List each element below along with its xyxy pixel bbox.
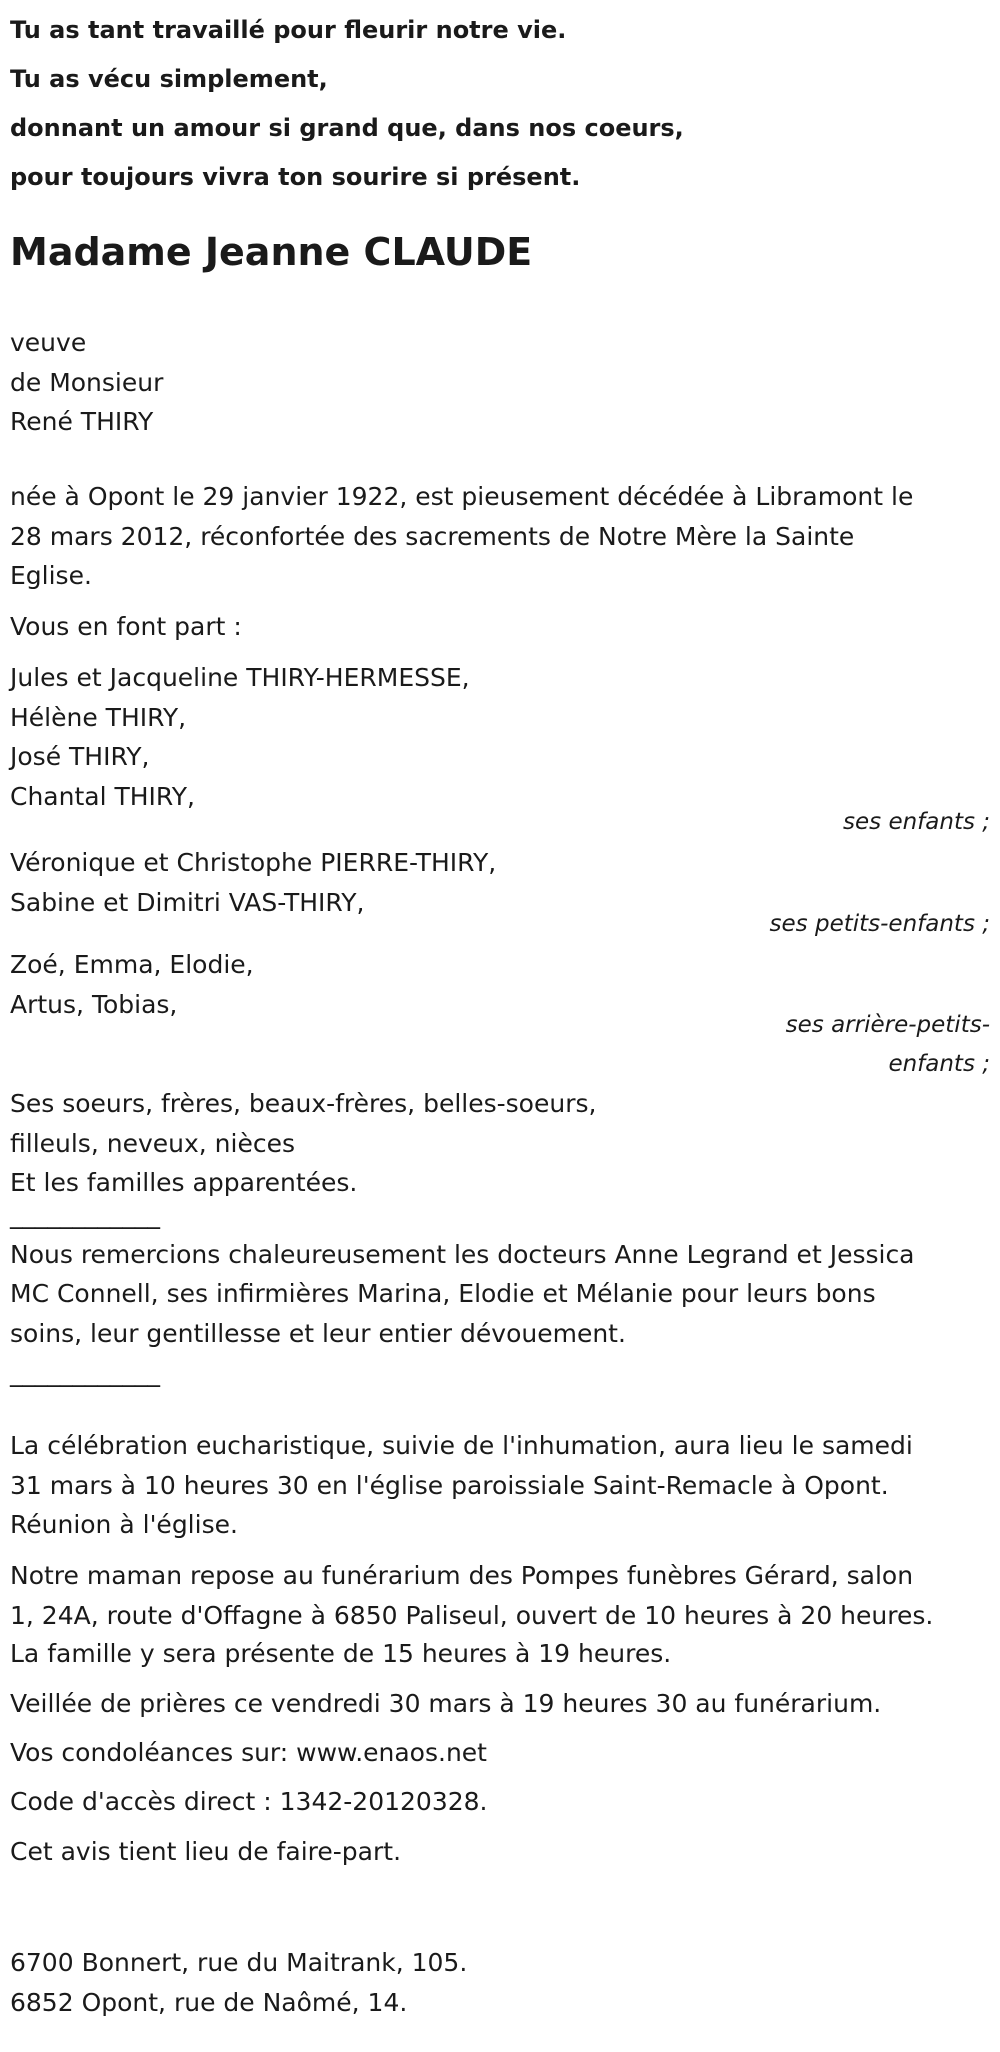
access-code-text: Code d'accès direct : 1342-20120328. bbox=[10, 1787, 488, 1816]
separator: ____________ bbox=[10, 1200, 160, 1229]
birth-death-paragraph bbox=[10, 477, 995, 596]
condolences-line bbox=[10, 1733, 995, 1773]
thanks-line: Nous remercions chaleureusement les docteurs Anne Legrand et Jessica bbox=[10, 1239, 915, 1269]
vigil-line bbox=[10, 1684, 995, 1724]
family-line: Ses soeurs, frères, beaux-frères, belles-soeurs, bbox=[10, 1089, 597, 1118]
family-present-line bbox=[10, 1634, 995, 1674]
poem-line: pour toujours vivra ton sourire si présent. bbox=[10, 163, 581, 191]
separator: ____________ bbox=[10, 1358, 160, 1387]
thanks-section bbox=[10, 1195, 995, 1393]
grandchild-name: Sabine et Dimitri VAS-THIRY, bbox=[10, 887, 365, 917]
poem-line: donnant un amour si grand que, dans nos coeurs, bbox=[10, 114, 684, 142]
reunion-text: Réunion à l'église. bbox=[10, 1510, 238, 1539]
poem-line: Tu as vécu simplement, bbox=[10, 65, 328, 93]
child-name: Chantal THIRY, bbox=[10, 781, 195, 811]
addresses bbox=[10, 1943, 995, 2022]
great-grandchildren-label bbox=[786, 1006, 990, 1084]
child-name: Jules et Jacqueline THIRY-HERMESSE, bbox=[10, 663, 470, 692]
thanks-line: MC Connell, ses infirmières Marina, Elodie et Mélanie pour leurs bons bbox=[10, 1279, 876, 1308]
funerarium-paragraph bbox=[10, 1556, 995, 1635]
family-line: Et les familles apparentées. bbox=[10, 1168, 358, 1197]
paragraph-line: 1, 24A, route d'Offagne à 6850 Paliseul, ouvert de 10 heures à 20 heures. bbox=[10, 1600, 934, 1630]
family-present-text: La famille y sera présente de 15 heures à 19 heures. bbox=[10, 1639, 672, 1668]
great-grandchild-name: Artus, Tobias, bbox=[10, 989, 178, 1019]
paragraph-line: 28 mars 2012, réconfortée des sacrements de Notre Mère la Sainte bbox=[10, 521, 855, 551]
great-grandchild-name: Zoé, Emma, Elodie, bbox=[10, 950, 254, 979]
notice-line bbox=[10, 1832, 995, 1872]
widow-line: de Monsieur bbox=[10, 367, 164, 397]
paragraph-line: 31 mars à 10 heures 30 en l'église paroissiale Saint-Remacle à Opont. bbox=[10, 1470, 889, 1500]
poem bbox=[10, 0, 995, 202]
paragraph-line: La célébration eucharistique, suivie de l'inhumation, aura lieu le samedi bbox=[10, 1431, 913, 1460]
children-label: ses enfants ; bbox=[843, 809, 990, 835]
family-line: filleuls, neveux, nièces bbox=[10, 1128, 295, 1158]
announce-line bbox=[10, 607, 995, 647]
widow-line: René THIRY bbox=[10, 407, 154, 436]
celebration-paragraph bbox=[10, 1426, 995, 1505]
poem-line: Tu as tant travaillé pour fleurir notre vie. bbox=[10, 16, 567, 44]
thanks-line: soins, leur gentillesse et leur entier dévouement. bbox=[10, 1318, 626, 1348]
address-line: 6852 Opont, rue de Naômé, 14. bbox=[10, 1987, 408, 2017]
vigil-text: Veillée de prières ce vendredi 30 mars à 19 heures 30 au funérarium. bbox=[10, 1689, 882, 1718]
children-list bbox=[10, 658, 995, 816]
announce-text: Vous en font part : bbox=[10, 612, 242, 641]
child-name: José THIRY, bbox=[10, 742, 150, 771]
paragraph-line: Eglise. bbox=[10, 561, 92, 590]
notice-text: Cet avis tient lieu de faire-part. bbox=[10, 1837, 402, 1866]
paragraph-line: Notre maman repose au funérarium des Pompes funèbres Gérard, salon bbox=[10, 1561, 914, 1590]
condolences-text: Vos condoléances sur: www.enaos.net bbox=[10, 1738, 487, 1767]
deceased-name: Madame Jeanne CLAUDE bbox=[10, 230, 533, 274]
label-line: enfants ; bbox=[888, 1051, 990, 1077]
child-name: Hélène THIRY, bbox=[10, 702, 187, 732]
family-list bbox=[10, 1084, 995, 1203]
grandchild-name: Véronique et Christophe PIERRE-THIRY, bbox=[10, 848, 497, 877]
widow-of bbox=[10, 323, 995, 442]
paragraph-line: née à Opont le 29 janvier 1922, est pieusement décédée à Libramont le bbox=[10, 482, 914, 511]
access-code-line bbox=[10, 1782, 995, 1822]
label-line: ses arrière-petits- bbox=[785, 1012, 990, 1038]
grandchildren-label: ses petits-enfants ; bbox=[769, 911, 990, 937]
reunion-line bbox=[10, 1505, 995, 1545]
widow-line: veuve bbox=[10, 328, 87, 357]
address-line: 6700 Bonnert, rue du Maitrank, 105. bbox=[10, 1948, 468, 1977]
